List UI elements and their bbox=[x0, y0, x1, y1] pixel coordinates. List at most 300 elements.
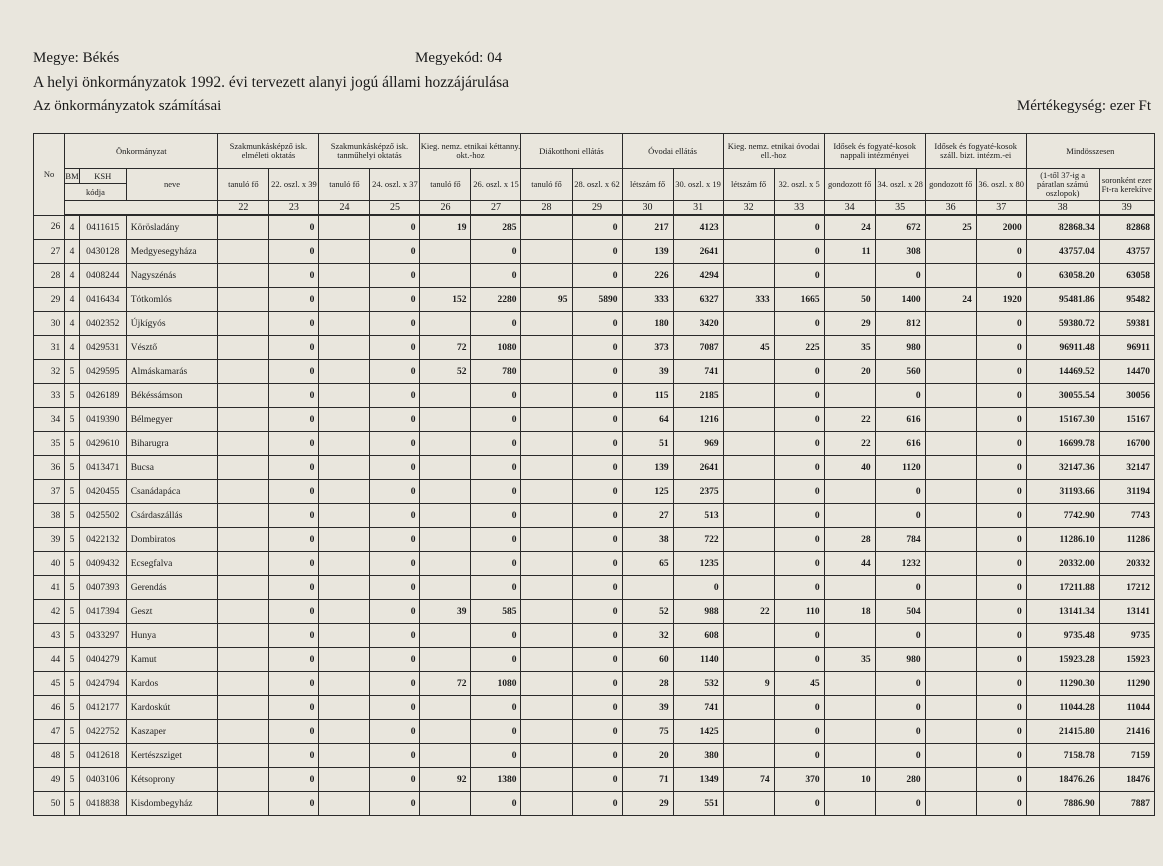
table-cell: 0 bbox=[774, 384, 824, 408]
table-cell: 784 bbox=[875, 528, 925, 552]
table-cell: 0 bbox=[269, 408, 319, 432]
table-cell: 1400 bbox=[875, 288, 925, 312]
table-cell: 15923 bbox=[1099, 648, 1154, 672]
table-cell bbox=[925, 360, 976, 384]
table-cell: 585 bbox=[471, 600, 521, 624]
table-cell: 0 bbox=[875, 576, 925, 600]
bm-code: 5 bbox=[65, 624, 80, 648]
table-cell: 0 bbox=[370, 792, 420, 816]
table-cell: 0 bbox=[976, 456, 1026, 480]
table-cell: 0 bbox=[774, 312, 824, 336]
table-cell: 96911 bbox=[1099, 336, 1154, 360]
table-cell bbox=[319, 792, 370, 816]
table-cell: 16699.78 bbox=[1026, 432, 1099, 456]
table-row bbox=[34, 215, 1155, 240]
row-number: 36 bbox=[34, 456, 65, 480]
table-cell: 0 bbox=[774, 240, 824, 264]
table-cell: 0 bbox=[774, 264, 824, 288]
table-cell bbox=[925, 504, 976, 528]
subhead: 26. oszl. x 15 bbox=[471, 169, 521, 201]
table-cell bbox=[319, 312, 370, 336]
municipality-name: Ecsegfalva bbox=[126, 552, 218, 576]
table-cell bbox=[521, 744, 572, 768]
table-cell bbox=[420, 312, 471, 336]
group-header-total: Mindösszesen bbox=[1026, 134, 1154, 169]
table-cell: 96911.48 bbox=[1026, 336, 1099, 360]
group-header-3: Kieg. nemz. etnikai kéttanny. okt.-hoz bbox=[420, 134, 521, 169]
table-cell bbox=[319, 696, 370, 720]
table-cell: 0 bbox=[572, 528, 622, 552]
bm-code: 5 bbox=[65, 504, 80, 528]
table-cell: 17211.88 bbox=[1026, 576, 1099, 600]
table-cell: 11290.30 bbox=[1026, 672, 1099, 696]
table-row bbox=[34, 336, 1155, 360]
table-cell bbox=[925, 624, 976, 648]
table-cell: 0 bbox=[269, 624, 319, 648]
table-cell bbox=[723, 744, 774, 768]
table-cell: 0 bbox=[875, 696, 925, 720]
bm-code: 5 bbox=[65, 648, 80, 672]
ksh-code: 0422132 bbox=[79, 528, 126, 552]
table-cell: 0 bbox=[269, 768, 319, 792]
table-cell: 152 bbox=[420, 288, 471, 312]
bm-code: 5 bbox=[65, 768, 80, 792]
table-cell bbox=[925, 696, 976, 720]
table-cell: 0 bbox=[370, 288, 420, 312]
table-cell: 64 bbox=[622, 408, 673, 432]
table-cell: 1235 bbox=[673, 552, 723, 576]
table-cell: 0 bbox=[471, 624, 521, 648]
table-cell: 0 bbox=[370, 600, 420, 624]
table-cell: 38 bbox=[622, 528, 673, 552]
table-cell bbox=[319, 288, 370, 312]
col-header-government: Önkormányzat bbox=[65, 134, 218, 169]
table-cell: 0 bbox=[572, 480, 622, 504]
table-cell bbox=[420, 552, 471, 576]
ksh-code: 0416434 bbox=[79, 288, 126, 312]
table-cell: 0 bbox=[673, 576, 723, 600]
table-cell: 20332.00 bbox=[1026, 552, 1099, 576]
table-cell: 60 bbox=[622, 648, 673, 672]
table-cell: 82868 bbox=[1099, 215, 1154, 240]
table-cell bbox=[420, 408, 471, 432]
group-header-8: Idősek és fogyaté-kosok száll. bizt. intézm.-ei bbox=[925, 134, 1026, 169]
table-row bbox=[34, 408, 1155, 432]
table-cell: 0 bbox=[572, 696, 622, 720]
table-row bbox=[34, 768, 1155, 792]
table-cell: 980 bbox=[875, 648, 925, 672]
table-cell: 0 bbox=[774, 360, 824, 384]
table-cell: 0 bbox=[774, 432, 824, 456]
bm-code: 4 bbox=[65, 240, 80, 264]
table-row bbox=[34, 720, 1155, 744]
table-cell bbox=[925, 480, 976, 504]
col-header-ksh: KSH bbox=[79, 169, 126, 184]
row-number: 46 bbox=[34, 696, 65, 720]
table-cell: 0 bbox=[269, 696, 319, 720]
table-cell: 40 bbox=[824, 456, 875, 480]
bm-code: 5 bbox=[65, 696, 80, 720]
ksh-code: 0424794 bbox=[79, 672, 126, 696]
row-number: 50 bbox=[34, 792, 65, 816]
table-cell: 0 bbox=[370, 264, 420, 288]
table-cell: 7742.90 bbox=[1026, 504, 1099, 528]
ksh-code: 0402352 bbox=[79, 312, 126, 336]
row-number: 33 bbox=[34, 384, 65, 408]
table-cell bbox=[723, 696, 774, 720]
row-number: 37 bbox=[34, 480, 65, 504]
table-row bbox=[34, 504, 1155, 528]
table-cell: 1232 bbox=[875, 552, 925, 576]
table-cell: 722 bbox=[673, 528, 723, 552]
table-cell: 285 bbox=[471, 215, 521, 240]
table-row bbox=[34, 384, 1155, 408]
municipality-name: Biharugra bbox=[126, 432, 218, 456]
table-cell bbox=[218, 240, 269, 264]
table-cell: 59380.72 bbox=[1026, 312, 1099, 336]
subhead: tanuló fő bbox=[319, 169, 370, 201]
table-cell: 0 bbox=[370, 504, 420, 528]
table-cell: 0 bbox=[572, 408, 622, 432]
table-cell: 0 bbox=[572, 264, 622, 288]
table-cell bbox=[521, 576, 572, 600]
table-cell bbox=[521, 456, 572, 480]
unit-label: Mértékegység: ezer Ft bbox=[1016, 98, 1151, 114]
table-cell: 0 bbox=[370, 432, 420, 456]
county-label: Megye: Békés bbox=[33, 50, 120, 66]
subhead: 24. oszl. x 37 bbox=[370, 169, 420, 201]
row-number: 27 bbox=[34, 240, 65, 264]
table-cell: 0 bbox=[976, 744, 1026, 768]
table-cell: 0 bbox=[471, 504, 521, 528]
table-cell: 30056 bbox=[1099, 384, 1154, 408]
table-cell bbox=[420, 624, 471, 648]
group-header-2: Szakmunkásképző isk. tanműhelyi oktatás bbox=[319, 134, 420, 169]
table-row bbox=[34, 264, 1155, 288]
table-cell: 71 bbox=[622, 768, 673, 792]
table-cell: 0 bbox=[976, 360, 1026, 384]
table-cell: 5890 bbox=[572, 288, 622, 312]
row-number: 35 bbox=[34, 432, 65, 456]
col-number: 38 bbox=[1026, 201, 1099, 216]
table-cell: 672 bbox=[875, 215, 925, 240]
table-cell: 7087 bbox=[673, 336, 723, 360]
municipality-name: Kardos bbox=[126, 672, 218, 696]
bm-code: 5 bbox=[65, 744, 80, 768]
table-cell: 308 bbox=[875, 240, 925, 264]
table-cell bbox=[824, 744, 875, 768]
municipality-name: Kisdombegyház bbox=[126, 792, 218, 816]
table-row bbox=[34, 456, 1155, 480]
table-cell bbox=[925, 648, 976, 672]
table-cell: 7887 bbox=[1099, 792, 1154, 816]
ksh-code: 0412177 bbox=[79, 696, 126, 720]
table-cell bbox=[218, 288, 269, 312]
table-cell: 0 bbox=[269, 240, 319, 264]
table-cell: 7158.78 bbox=[1026, 744, 1099, 768]
bm-code: 5 bbox=[65, 432, 80, 456]
table-cell: 226 bbox=[622, 264, 673, 288]
table-cell: 14470 bbox=[1099, 360, 1154, 384]
bm-code: 5 bbox=[65, 600, 80, 624]
row-number: 40 bbox=[34, 552, 65, 576]
table-cell: 21415.80 bbox=[1026, 720, 1099, 744]
col-number: 27 bbox=[471, 201, 521, 216]
table-cell bbox=[521, 264, 572, 288]
table-cell: 0 bbox=[774, 792, 824, 816]
table-cell: 373 bbox=[622, 336, 673, 360]
table-cell: 4294 bbox=[673, 264, 723, 288]
table-cell: 0 bbox=[572, 792, 622, 816]
table-cell: 0 bbox=[976, 480, 1026, 504]
municipality-name: Bucsa bbox=[126, 456, 218, 480]
row-number: 29 bbox=[34, 288, 65, 312]
table-cell bbox=[925, 408, 976, 432]
table-cell: 1920 bbox=[976, 288, 1026, 312]
table-cell: 0 bbox=[875, 384, 925, 408]
col-number: 33 bbox=[774, 201, 824, 216]
row-number: 44 bbox=[34, 648, 65, 672]
table-cell: 504 bbox=[875, 600, 925, 624]
table-cell: 0 bbox=[875, 264, 925, 288]
col-number: 29 bbox=[572, 201, 622, 216]
table-cell: 139 bbox=[622, 456, 673, 480]
ksh-code: 0430128 bbox=[79, 240, 126, 264]
table-cell bbox=[723, 624, 774, 648]
table-cell: 17212 bbox=[1099, 576, 1154, 600]
table-cell: 0 bbox=[471, 384, 521, 408]
table-cell: 2375 bbox=[673, 480, 723, 504]
group-header-7: Idősek és fogyaté-kosok nappali intézményei bbox=[824, 134, 925, 169]
table-cell bbox=[218, 528, 269, 552]
municipality-name: Vésztő bbox=[126, 336, 218, 360]
table-cell: 0 bbox=[774, 624, 824, 648]
table-cell bbox=[925, 720, 976, 744]
table-row bbox=[34, 552, 1155, 576]
table-cell: 0 bbox=[370, 744, 420, 768]
municipality-name: Kaszaper bbox=[126, 720, 218, 744]
table-cell: 370 bbox=[774, 768, 824, 792]
table-cell: 0 bbox=[370, 720, 420, 744]
table-cell bbox=[420, 528, 471, 552]
table-cell bbox=[319, 576, 370, 600]
table-cell: 0 bbox=[976, 696, 1026, 720]
table-cell bbox=[521, 336, 572, 360]
table-cell: 780 bbox=[471, 360, 521, 384]
bm-code: 5 bbox=[65, 528, 80, 552]
table-cell: 32 bbox=[622, 624, 673, 648]
table-cell: 25 bbox=[925, 215, 976, 240]
table-cell bbox=[925, 744, 976, 768]
table-cell: 0 bbox=[471, 792, 521, 816]
table-cell bbox=[218, 360, 269, 384]
bm-code: 5 bbox=[65, 576, 80, 600]
table-row bbox=[34, 600, 1155, 624]
table-cell: 0 bbox=[370, 576, 420, 600]
table-cell: 0 bbox=[774, 408, 824, 432]
subhead: soronként ezer Ft-ra kerekítve bbox=[1099, 169, 1154, 201]
table-cell: 0 bbox=[774, 576, 824, 600]
table-cell: 1380 bbox=[471, 768, 521, 792]
table-cell: 18 bbox=[824, 600, 875, 624]
table-cell: 0 bbox=[471, 528, 521, 552]
table-cell bbox=[521, 240, 572, 264]
ksh-code: 0422752 bbox=[79, 720, 126, 744]
table-row bbox=[34, 576, 1155, 600]
table-cell bbox=[420, 240, 471, 264]
table-cell: 0 bbox=[269, 432, 319, 456]
table-cell: 0 bbox=[774, 456, 824, 480]
col-header-no: No bbox=[34, 134, 65, 216]
table-cell bbox=[218, 600, 269, 624]
municipality-name: Csárdaszállás bbox=[126, 504, 218, 528]
table-cell: 0 bbox=[471, 408, 521, 432]
table-cell: 0 bbox=[976, 648, 1026, 672]
table-cell bbox=[319, 528, 370, 552]
table-row bbox=[34, 672, 1155, 696]
table-cell: 0 bbox=[471, 240, 521, 264]
table-cell: 0 bbox=[269, 288, 319, 312]
table-cell: 0 bbox=[370, 552, 420, 576]
table-cell: 0 bbox=[774, 215, 824, 240]
table-cell bbox=[420, 744, 471, 768]
table-cell: 22 bbox=[824, 408, 875, 432]
table-cell: 1080 bbox=[471, 672, 521, 696]
table-cell: 0 bbox=[471, 456, 521, 480]
table-cell: 0 bbox=[370, 768, 420, 792]
municipality-name: Nagyszénás bbox=[126, 264, 218, 288]
table-cell bbox=[723, 792, 774, 816]
group-header-4: Diákotthoni ellátás bbox=[521, 134, 622, 169]
table-cell: 0 bbox=[370, 240, 420, 264]
table-cell: 0 bbox=[572, 672, 622, 696]
table-row bbox=[34, 432, 1155, 456]
municipality-name: Geszt bbox=[126, 600, 218, 624]
table-cell: 11 bbox=[824, 240, 875, 264]
table-cell: 19 bbox=[420, 215, 471, 240]
ksh-code: 0404279 bbox=[79, 648, 126, 672]
table-cell: 0 bbox=[774, 480, 824, 504]
municipality-name: Gerendás bbox=[126, 576, 218, 600]
subhead: 30. oszl. x 19 bbox=[673, 169, 723, 201]
table-cell: 0 bbox=[269, 215, 319, 240]
table-cell: 29 bbox=[824, 312, 875, 336]
table-cell: 2185 bbox=[673, 384, 723, 408]
table-cell bbox=[925, 672, 976, 696]
ksh-code: 0429595 bbox=[79, 360, 126, 384]
table-cell bbox=[824, 504, 875, 528]
table-cell: 4123 bbox=[673, 215, 723, 240]
table-cell bbox=[723, 240, 774, 264]
table-cell: 0 bbox=[572, 720, 622, 744]
table-cell: 0 bbox=[471, 312, 521, 336]
table-cell: 0 bbox=[269, 672, 319, 696]
table-cell bbox=[420, 384, 471, 408]
ksh-code: 0412618 bbox=[79, 744, 126, 768]
table-cell: 65 bbox=[622, 552, 673, 576]
table-cell bbox=[319, 600, 370, 624]
table-cell bbox=[723, 360, 774, 384]
table-cell bbox=[319, 432, 370, 456]
table-cell bbox=[925, 576, 976, 600]
table-cell bbox=[521, 312, 572, 336]
table-cell bbox=[319, 336, 370, 360]
document-subtitle: Az önkormányzatok számításai bbox=[33, 98, 222, 114]
table-cell: 31193.66 bbox=[1026, 480, 1099, 504]
table-cell: 0 bbox=[370, 312, 420, 336]
table-cell bbox=[521, 408, 572, 432]
row-number: 28 bbox=[34, 264, 65, 288]
table-cell bbox=[925, 768, 976, 792]
table-row bbox=[34, 792, 1155, 816]
table-cell: 0 bbox=[875, 720, 925, 744]
table-row bbox=[34, 696, 1155, 720]
table-cell: 0 bbox=[572, 600, 622, 624]
table-cell: 217 bbox=[622, 215, 673, 240]
group-header-6: Kieg. nemz. etnikai óvodai ell.-hoz bbox=[723, 134, 824, 169]
table-cell bbox=[218, 552, 269, 576]
municipality-name: Békéssámson bbox=[126, 384, 218, 408]
table-cell: 616 bbox=[875, 408, 925, 432]
table-cell: 21416 bbox=[1099, 720, 1154, 744]
table-cell bbox=[319, 456, 370, 480]
table-cell: 225 bbox=[774, 336, 824, 360]
table-cell: 27 bbox=[622, 504, 673, 528]
table-cell: 95481.86 bbox=[1026, 288, 1099, 312]
table-cell bbox=[521, 600, 572, 624]
table-cell: 1216 bbox=[673, 408, 723, 432]
table-cell: 72 bbox=[420, 672, 471, 696]
table-cell bbox=[521, 792, 572, 816]
table-cell: 0 bbox=[976, 504, 1026, 528]
table-cell: 0 bbox=[572, 312, 622, 336]
table-cell bbox=[723, 264, 774, 288]
table-cell bbox=[723, 312, 774, 336]
table-cell bbox=[319, 552, 370, 576]
row-number: 48 bbox=[34, 744, 65, 768]
table-cell bbox=[218, 504, 269, 528]
table-cell: 0 bbox=[471, 432, 521, 456]
table-cell: 0 bbox=[976, 384, 1026, 408]
table-cell: 16700 bbox=[1099, 432, 1154, 456]
table-cell: 0 bbox=[875, 672, 925, 696]
table-cell: 0 bbox=[976, 576, 1026, 600]
table-cell bbox=[521, 768, 572, 792]
col-number: 34 bbox=[824, 201, 875, 216]
table-cell: 11286 bbox=[1099, 528, 1154, 552]
ksh-code: 0419390 bbox=[79, 408, 126, 432]
table-cell: 969 bbox=[673, 432, 723, 456]
table-cell bbox=[420, 264, 471, 288]
table-cell: 741 bbox=[673, 696, 723, 720]
table-cell: 0 bbox=[774, 696, 824, 720]
table-cell: 0 bbox=[572, 456, 622, 480]
municipality-name: Tótkomlós bbox=[126, 288, 218, 312]
table-cell: 35 bbox=[824, 648, 875, 672]
bm-code: 5 bbox=[65, 792, 80, 816]
table-cell: 0 bbox=[370, 360, 420, 384]
table-cell: 0 bbox=[976, 528, 1026, 552]
table-cell bbox=[218, 384, 269, 408]
subhead: létszám fő bbox=[723, 169, 774, 201]
table-cell bbox=[218, 648, 269, 672]
table-cell: 22 bbox=[824, 432, 875, 456]
table-cell: 0 bbox=[774, 648, 824, 672]
table-cell bbox=[319, 215, 370, 240]
table-cell: 50 bbox=[824, 288, 875, 312]
table-cell: 0 bbox=[572, 624, 622, 648]
table-cell: 812 bbox=[875, 312, 925, 336]
